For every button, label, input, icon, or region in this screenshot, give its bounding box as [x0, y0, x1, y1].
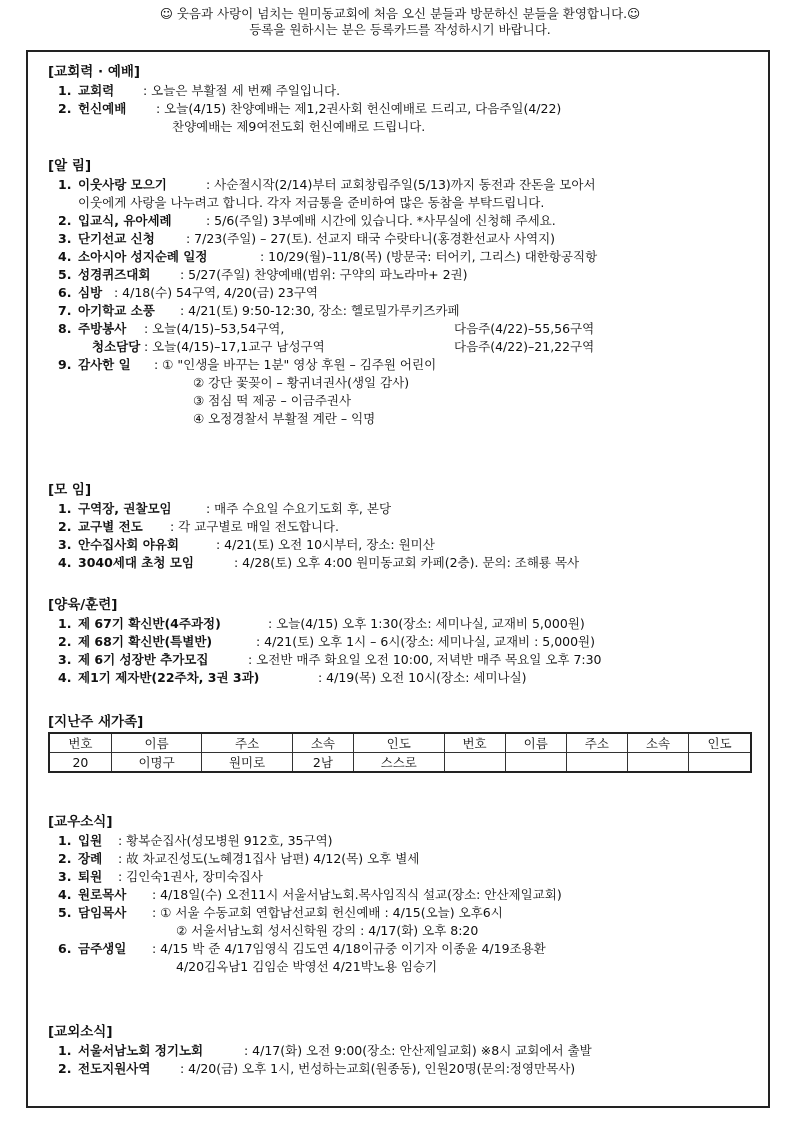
table-header-row — [49, 733, 751, 753]
table-header: 번호 — [444, 733, 505, 753]
list-item-continued: ② 강단 꽃꽂이 – 황귀녀권사(생일 감사) — [193, 375, 410, 390]
list-item: 7. 아기학교 소풍 : 4/21(토) 9:50-12:30, 장소: 헬로밀가루키즈카페 — [58, 303, 460, 318]
section-title: [알 림] — [48, 158, 92, 174]
list-item: 1. 제 67기 확신반(4주과정) : 오늘(4/15) 오후 1:30(장소: 세미나실, 교재비 5,000원) — [58, 616, 585, 631]
table-header: 소속 — [292, 733, 353, 753]
list-item-continued: ④ 오정경찰서 부활절 계란 – 익명 — [193, 411, 376, 426]
list-item-continued: 찬양예배는 제9여전도회 헌신예배로 드립니다. — [172, 119, 426, 134]
notices-section — [48, 156, 758, 428]
list-item: 4. 3040세대 초청 모임 : 4/28(토) 오후 4:00 원미동교회 카페(2층). 문의: 조해룡 목사 — [58, 555, 580, 570]
list-item: 1. 이웃사랑 모으기 : 사순절시작(2/14)부터 교회창립주일(5/13)까지 동전과 잔돈을 모아서 — [58, 177, 596, 192]
list-item: 6. 심방 : 4/18(수) 54구역, 4/20(금) 23구역 — [58, 285, 318, 300]
table-header: 인도 — [354, 733, 445, 753]
list-item: 1. 교회력 : 오늘은 부활절 세 번째 주일입니다. — [58, 83, 341, 98]
list-item: 5. 성경퀴즈대회 : 5/27(주일) 찬양예배(범위: 구약의 파노라마+ 2권) — [58, 267, 468, 282]
list-item: 9. 감사한 일 : ① "인생을 바꾸는 1분" 영상 후원 – 김주원 어린이 — [58, 357, 437, 372]
table-cell: 원미로 — [202, 753, 293, 773]
training-section — [48, 595, 758, 687]
worship-section — [48, 62, 758, 136]
registration-note: 등록을 원하시는 분은 등록카드를 작성하시기 바랍니다. — [249, 22, 551, 37]
list-item: 4. 원로목사 : 4/18일(수) 오전11시 서울서남노회.목사임직식 설교(장소: 안산제일교회) — [58, 887, 562, 902]
table-cell — [689, 753, 751, 773]
list-item-continued: 4/20김옥남1 김임순 박영선 4/21박노용 임승기 — [176, 959, 438, 974]
list-item: 청소담당 : 오늘(4/15)–17,1교구 남성구역 다음주(4/22)–21,22구역 — [92, 339, 595, 354]
list-item: 6. 금주생일 : 4/15 박 준 4/17임영식 김도연 4/18이규중 이기자 이종윤 4/19조용환 — [58, 941, 546, 956]
section-title: [지난주 새가족] — [48, 714, 144, 730]
newcomers-section — [48, 712, 758, 770]
section-title: [교외소식] — [48, 1024, 113, 1040]
table-row — [49, 753, 751, 773]
table-cell — [627, 753, 688, 773]
table-cell: 20 — [49, 753, 111, 773]
list-item: 2. 제 68기 확신반(특별반) : 4/21(토) 오후 1시 – 6시(장소: 세미나실, 교재비 : 5,000원) — [58, 634, 596, 649]
table-header: 주소 — [202, 733, 293, 753]
table-header: 주소 — [566, 733, 627, 753]
welcome-line: ☺ 웃음과 사랑이 넘치는 원미동교회에 처음 오신 분들과 방문하신 분들을 환영합니다.☺ — [159, 6, 641, 21]
section-title: [양육/훈련] — [48, 597, 118, 613]
section-title: [교회력 · 예배] — [48, 64, 141, 80]
meetings-section — [48, 480, 758, 572]
bulletin-frame — [26, 50, 770, 1108]
list-item: 1. 서울서남노회 정기노회 : 4/17(화) 오전 9:00(장소: 안산제일교회) ※8시 교회에서 출발 — [58, 1043, 592, 1058]
list-item: 2. 헌신예배 : 오늘(4/15) 찬양예배는 제1,2권사회 헌신예배로 드리고, 다음주일(4/22) — [58, 101, 562, 116]
list-item: 2. 교구별 전도 : 각 교구별로 매일 전도합니다. — [58, 519, 339, 534]
list-item: 3. 단기선교 신청 : 7/23(주일) – 27(토). 선교지 태국 수랏타니(홍경환선교사 사역지) — [58, 231, 556, 246]
table-header: 번호 — [49, 733, 111, 753]
list-item: 5. 담임목사 : ① 서울 수동교회 연합남선교회 헌신예배 : 4/15(오늘) 오후6시 — [58, 905, 503, 920]
list-item: 2. 전도지원사역 : 4/20(금) 오후 1시, 번성하는교회(원종동), 인원20명(문의:정영만목사) — [58, 1061, 576, 1076]
list-item: 3. 제 6기 성장반 추가모집 : 오전반 매주 화요일 오전 10:00, 저녁반 매주 목요일 오후 7:30 — [58, 652, 602, 667]
list-item: 3. 안수집사회 야유회 : 4/21(토) 오전 10시부터, 장소: 원미산 — [58, 537, 435, 552]
list-item: 2. 입교식, 유아세례 : 5/6(주일) 3부예배 시간에 있습니다. *사무실에 신청해 주세요. — [58, 213, 556, 228]
newcomers-table — [48, 732, 752, 773]
table-header: 이름 — [111, 733, 202, 753]
section-title: [모 임] — [48, 482, 92, 498]
table-cell: 스스로 — [354, 753, 445, 773]
members-section — [48, 812, 758, 976]
table-cell — [566, 753, 627, 773]
table-header: 인도 — [689, 733, 751, 753]
table-header: 소속 — [627, 733, 688, 753]
table-cell — [505, 753, 566, 773]
section-title: [교우소식] — [48, 814, 113, 830]
external-section — [48, 1022, 758, 1078]
list-item: 4. 제1기 제자반(22주차, 3권 3과) : 4/19(목) 오전 10시(장소: 세미나실) — [58, 670, 527, 685]
list-item: 3. 퇴원 : 김인숙1권사, 장미숙집사 — [58, 869, 263, 884]
list-item-continued: 이웃에게 사랑을 나누려고 합니다. 각자 저금통을 준비하여 많은 동참을 부탁드립니다. — [78, 195, 545, 210]
list-item: 1. 입원 : 황복순집사(성모병원 912호, 35구역) — [58, 833, 333, 848]
table-cell — [444, 753, 505, 773]
table-cell: 2남 — [292, 753, 353, 773]
list-item-continued: ③ 점심 떡 제공 – 이금주권사 — [193, 393, 352, 408]
welcome-header — [0, 6, 800, 38]
list-item: 8. 주방봉사 : 오늘(4/15)–53,54구역, 다음주(4/22)–55,56구역 — [58, 321, 595, 336]
list-item: 4. 소아시아 성지순례 일정 : 10/29(월)–11/8(목) (방문국: 터어키, 그리스) 대한항공직항 — [58, 249, 598, 264]
list-item-continued: ② 서울서남노회 성서신학원 강의 : 4/17(화) 오후 8:20 — [176, 923, 479, 938]
list-item: 1. 구역장, 권찰모임 : 매주 수요일 수요기도회 후, 본당 — [58, 501, 392, 516]
table-header: 이름 — [505, 733, 566, 753]
list-item: 2. 장례 : 故 차교진성도(노혜경1집사 남편) 4/12(목) 오후 별세 — [58, 851, 420, 866]
table-cell: 이명구 — [111, 753, 202, 773]
